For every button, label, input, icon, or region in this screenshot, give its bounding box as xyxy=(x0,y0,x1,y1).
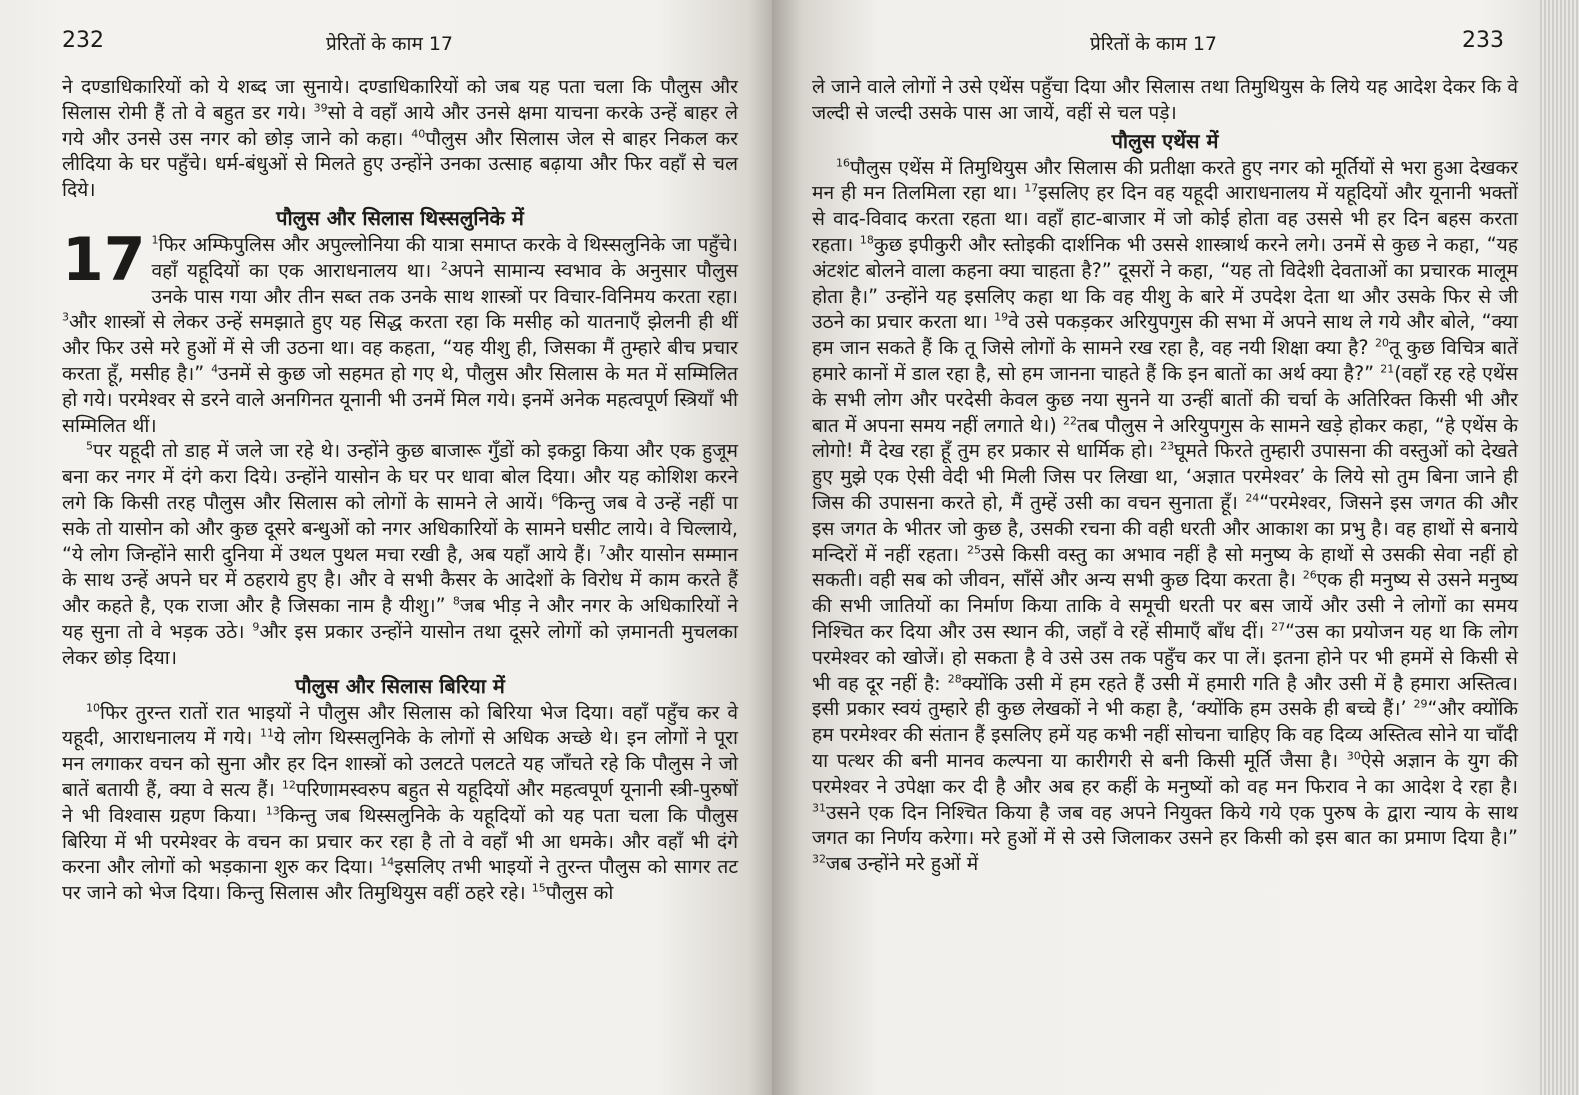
verse-number: 9 xyxy=(252,620,260,634)
paragraph xyxy=(62,700,738,906)
text-column xyxy=(812,74,1518,877)
verse-text: ये लोग थिस्सलुनिके के लोगों से अधिक अच्छे थे। इन लोगों ने पूरा मन लगाकर वचन को सुना और हर दिन शास्त्रों को उलटते पलटते यह जाँचते रहे कि पौलुस ने जो बातें बतायी हैं, क्या वे सत्य हैं। xyxy=(62,726,738,801)
verse-text: किन्तु जब वे उन्हें नहीं पा सके तो यासोन को और कुछ दूसरे बन्धुओं को नगर अधिकारियों के सामने घसीट लाये। वे चिल्लाये, “ये लोग जिन्होंने सारी दुनिया में उथल पुथल मचा रखी है, अब यहाँ आये हैं। xyxy=(62,490,738,566)
verse-text: जब उन्होंने मरे हुओं में xyxy=(826,852,979,876)
verse-text: वे उसे पकड़कर अरियुपगुस की सभा में अपने साथ ले गये और बोले, “क्या हम जान सकते हैं कि तू जिसे लोगों के सामने रख रहा है, वह नयी शिक्षा क्या है? xyxy=(812,310,1518,360)
verse-text: तू कुछ विचित्र बातें हमारे कानों में डाल रहा है, सो हम जानना चाहते हैं कि इन बातों का अर्थ क्या है?” xyxy=(812,336,1518,385)
verse-text: अपने सामान्य स्वभाव के अनुसार पौलुस उनके पास गया और तीन सब्त तक उनके साथ शास्त्रों पर विचार-विनिमय करता रहा। xyxy=(151,258,738,308)
verse-text: पौलुस एथेंस में तिमुथियुस और सिलास की प्रतीक्षा करते हुए नगर को मूर्तियों से भरा हुआ देखकर मन ही मन तिलमिला रहा था। xyxy=(812,155,1518,205)
verse-number: 2 xyxy=(440,259,448,273)
verse-text: ने दण्डाधिकारियों को ये शब्द जा सुनाये। दण्डाधिकारियों को जब यह पता चला कि पौलुस और सिलास रोमी हैं तो वे बहुत डर गये। xyxy=(62,75,738,124)
verse-number: 5 xyxy=(86,439,93,453)
verse-text: क्योंकि उसी में हम रहते हैं उसी में हमारी गति है और उसी में है हमारा अस्तित्व। इसी प्रकार स्वयं तुम्हारे ही कुछ लेखकों ने भी कहा है, ‘क्योंकि हम उसके ही बच्चे हैं।’ xyxy=(812,671,1518,721)
verse-text: सो वे वहाँ आये और उनसे क्षमा याचना करके उन्हें बाहर ले गये और उनसे उस नगर को छोड़ जाने को कहा। xyxy=(62,100,738,150)
verse-number: 18 xyxy=(859,233,874,247)
verse-text: ऐसे अज्ञान के युग की परमेश्वर ने उपेक्षा कर दी है और अब हर कहीं के मनुष्यों को वह मन फिराव ने का आदेश दे रहा है। xyxy=(812,748,1518,798)
verse-number: 22 xyxy=(1063,414,1077,428)
verse-number: 26 xyxy=(1302,568,1317,582)
verse-text: “परमेश्वर, जिसने इस जगत की और इस जगत के भीतर जो कुछ है, उसकी रचना की वही धरती और आकाश का प्रभु है। वह हाथों से बनाये मन्दिरों में नहीं रहता। xyxy=(812,490,1518,566)
page-edges xyxy=(1540,0,1579,1095)
verse-number: 12 xyxy=(281,778,296,792)
verse-text: उसने एक दिन निश्चित किया है जब वह अपने नियुक्त किये गये एक पुरुष के द्वारा न्याय के साथ जगत का निर्णय करेगा। मरे हुओं में से उसे जिलाकर उसने हर किसी को इस बात का प्रमाण दिया है।” xyxy=(812,800,1518,850)
text-column xyxy=(62,74,738,906)
paragraph xyxy=(62,224,738,438)
left-page xyxy=(0,0,772,1095)
verse-number: 21 xyxy=(1380,362,1395,376)
verse-text: फिर तुरन्त रातों रात भाइयों ने पौलुस और सिलास को बिरिया भेज दिया। वहाँ पहुँच कर वे यहूदी, आराधनालय में गये। xyxy=(62,700,738,750)
verse-number: 32 xyxy=(812,852,826,866)
right-page xyxy=(772,0,1540,1095)
running-head: प्रेरितों के काम 17 xyxy=(326,33,454,55)
verse-number: 1 xyxy=(151,233,159,247)
verse-number: 31 xyxy=(812,801,826,815)
verse-number: 25 xyxy=(966,543,981,557)
verse-text: “और क्योंकि हम परमेश्वर की संतान हैं इसलिए हमें यह कभी नहीं सोचना चाहिए कि वह दिव्य अस्तित्व सोने या चाँदी या पत्थर की बनी मानव कल्पना या कारीगरी से बनी किसी मूर्ति जैसा है। xyxy=(812,697,1519,772)
running-head: प्रेरितों के काम 17 xyxy=(1090,33,1218,55)
verse-number: 23 xyxy=(1160,439,1175,453)
verse-number: 24 xyxy=(1245,491,1260,505)
verse-text: परिणामस्वरुप बहुत से यहूदियों और महत्वपूर्ण यूनानी स्त्री-पुरुषों ने भी विश्वास ग्रहण किया। xyxy=(62,777,738,827)
verse-text: और यासोन सम्मान के साथ उन्हें अपने घर में ठहराये हुए है। और वे सभी कैसर के आदेशों के विरोध में काम करते हैं और कहते है, एक राजा और है जिसका नाम है यीशु।” xyxy=(62,542,738,618)
verse-number: 4 xyxy=(211,362,219,376)
verse-text: पौलुस और सिलास जेल से बाहर निकल कर लीदिया के घर पहुँचे। धर्म-बंधुओं से मिलते हुए उन्होंने उनका उत्साह बढ़ाया और फिर वहाँ से चल दिये। xyxy=(62,126,738,202)
verse-text: उसे किसी वस्तु का अभाव नहीं है सो मनुष्य के हाथों से उसकी सेवा नहीं हो सकती। वही सब को जीवन, साँसें और अन्य सभी कुछ दिया करता है। xyxy=(812,542,1518,592)
verse-number: 13 xyxy=(265,804,280,818)
verse-text: और इस प्रकार उन्होंने यासोन तथा दूसरे लोगों को ज़मानती मुचलका लेकर छोड़ दिया। xyxy=(62,619,738,669)
verse-text: एक ही मनुष्य से उसने मनुष्य की सभी जातियों का निर्माण किया ताकि वे समूची धरती पर बस जायें और उसी ने लोगों का समय निश्चित कर दिया और उस स्थान की, जहाँ वे रहें सीमाएँ बाँध दीं। xyxy=(812,568,1518,643)
verse-number: 3 xyxy=(62,310,69,324)
page-number: 232 xyxy=(62,28,104,53)
verse-number: 15 xyxy=(531,881,546,895)
section-heading: पौलुस और सिलास थिस्सलुनिके में xyxy=(276,205,524,230)
verse-number: 29 xyxy=(1413,697,1428,711)
page-number: 233 xyxy=(1462,28,1504,53)
verse-number: 17 xyxy=(1024,182,1039,195)
paragraph xyxy=(62,438,738,670)
verse-text: इसलिए तभी भाइयों ने तुरन्त पौलुस को सागर तट पर जाने को भेज दिया। किन्तु सिलास और तिमुथियुस वहीं ठहरे रहे। xyxy=(62,855,738,905)
verse-number: 20 xyxy=(1375,336,1390,350)
verse-text: (वहाँ रह रहे एथेंस के सभी लोग और परदेसी केवल कुछ नया सुनने या उन्हीं बातों की चर्चा के अतिरिक्त किसी भी और बात में अपना समय नहीं लगाते थे।) xyxy=(812,361,1518,437)
paragraph xyxy=(812,155,1518,877)
verse-text: कुछ इपीकुरी और स्तोइकी दार्शनिक भी उससे शास्त्रार्थ करने लगे। उनमें से कुछ ने कहा, “यह अंटशंट बोलने वाला कहना क्या चाहता है?” दूसरों ने कहा, “यह तो विदेशी देवताओं का प्रचारक मालूम होता है।” उन्होंने यह इसलिए कहा था कि वह यीशु के बारे में उपदेश देता था और उसके फिर से जी उठने का प्रचार करता था। xyxy=(812,232,1518,334)
verse-text: पौलुस को xyxy=(545,881,614,905)
verse-text: तब पौलुस ने अरियुपगुस के सामने खड़े होकर कहा, “हे एथेंस के लोगो! मैं देख रहा हूँ तुम हर प्रकार से धार्मिक हो। xyxy=(812,413,1519,463)
verse-number: 28 xyxy=(947,672,962,686)
verse-text: उनमें से कुछ जो सहमत हो गए थे, पौलुस और सिलास के मत में सम्मिलित हो गये। परमेश्वर से डरने वाले अनगिनत यूनानी भी उनमें मिल गये। इनमें अनेक महत्वपूर्ण स्त्रियाँ भी सम्मिलित थीं। xyxy=(62,361,738,437)
verse-text: घूमते फिरते तुम्हारी उपासना की वस्तुओं को देखते हुए मुझे एक ऐसी वेदी भी मिली जिस पर लिखा था, ‘अज्ञात परमेश्वर’ के लिये सो तुम बिना जाने ही जिस की उपासना करते हो, मैं तुम्हें उसी का वचन सुनाता हूँ। xyxy=(812,439,1518,514)
verse-number: 8 xyxy=(452,594,460,608)
verse-number: 11 xyxy=(260,726,275,740)
verse-text: पर यहूदी तो डाह में जले जा रहे थे। उन्होंने कुछ बाजारू गुँडों को इकट्ठा किया और एक हुजूम बना कर नगर में दंगे करा दिये। उन्होंने यासोन के घर पर धावा बोल दिया। और यह कोशिश करने लगे कि किसी तरह पौलुस और सिलास को लोगों के सामने ले आयें। xyxy=(62,439,738,514)
verse-text: किन्तु जब थिस्सलुनिके के यहूदियों को यह पता चला कि पौलुस बिरिया में भी परमेश्वर के वचन का प्रचार कर रहा है तो वे वहाँ भी आ धमके। और वहाँ भी दंगे करना और लोगों को भड़काना शुरु कर दिया। xyxy=(62,803,738,879)
verse-text: ले जाने वाले लोगों ने उसे एथेंस पहुँचा दिया और सिलास तथा तिमुथियुस के लिये यह आदेश देकर कि वे जल्दी से जल्दी उसके पास आ जायें, वहीं से चल पड़े। xyxy=(812,75,1518,124)
verse-text: फिर अम्फिपुलिस और अपुल्लोनिया की यात्रा समाप्त करके वे थिस्सलुनिके जा पहुँचे। वहाँ यहूदियों का एक आराधनालय था। xyxy=(151,232,738,282)
verse-number: 10 xyxy=(86,701,100,715)
section-heading: पौलुस और सिलास बिरिया में xyxy=(295,673,505,698)
verse-text: “उस का प्रयोजन यह था कि लोग परमेश्वर को खोजें। हो सकता है वे उसे उस तक पहुँच कर पा लें। इतना होने पर भी हममें से किसी से भी वह दूर नहीं है: xyxy=(812,619,1518,695)
verse-number: 39 xyxy=(313,101,328,115)
section-heading: पौलुस एथेंस में xyxy=(1111,128,1219,153)
paragraph xyxy=(62,74,738,203)
verse-text: इसलिए हर दिन वह यहूदी आराधनालय में यहूदियों और यूनानी भक्तों से वाद-विवाद करता रहता था। वहाँ हाट-बाजार में जो कोई होता वह उससे भी हर दिन बहस करता रहता। xyxy=(812,181,1518,256)
verse-text: जब भीड़ ने और नगर के अधिकारियों ने यह सुना तो वे भड़क उठे। xyxy=(62,594,738,643)
paragraph xyxy=(812,74,1518,126)
verse-number: 19 xyxy=(994,310,1009,324)
verse-number: 30 xyxy=(1346,749,1361,763)
verse-number: 14 xyxy=(380,855,395,869)
verse-number: 16 xyxy=(836,156,850,170)
verse-number: 7 xyxy=(598,543,606,557)
verse-number: 40 xyxy=(411,127,426,141)
verse-number: 27 xyxy=(1271,620,1286,634)
verse-text: और शास्त्रों से लेकर उन्हें समझाते हुए यह सिद्ध करता रहा कि मसीह को यातनाएँ झेलनी ही थीं और फिर उसे मरे हुओं में से जी उठना था। वह कहता, “यह यीशु ही, जिसका मैं तुम्हारे बीच प्रचार करता हूँ, मसीह है।” xyxy=(62,310,738,385)
chapter-number: 17 xyxy=(62,224,146,295)
verse-number: 6 xyxy=(551,491,559,505)
